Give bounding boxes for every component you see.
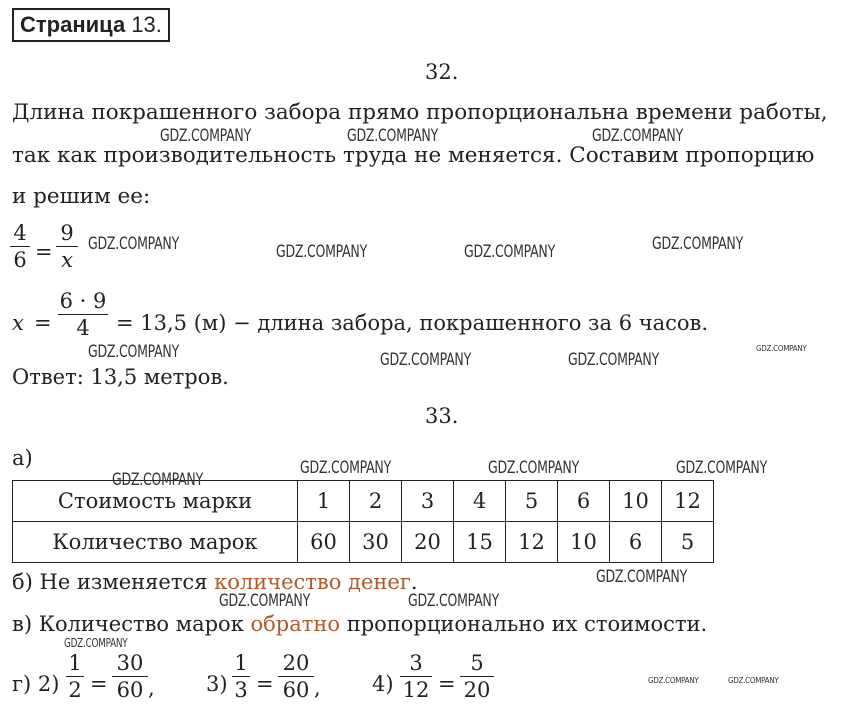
table-cell: 60 — [298, 522, 350, 563]
problem-32-line-2: так как производительность труда не меняется. Составим пропорцию — [12, 143, 815, 168]
watermark-text: GDZ.COMPANY — [408, 591, 499, 611]
denominator: 12 — [402, 678, 430, 702]
part-v-highlight: обратно — [250, 612, 341, 636]
part-b-end: . — [410, 570, 418, 594]
fraction — [400, 650, 432, 703]
numerator: 30 — [116, 651, 144, 675]
equals-sign: = — [256, 672, 274, 696]
fraction — [278, 650, 314, 703]
watermark-text: GDZ.COMPANY — [488, 458, 579, 478]
numerator: 1 — [68, 651, 82, 675]
table-cell: 6 — [610, 522, 662, 563]
part-b — [12, 570, 418, 594]
x-fraction — [58, 288, 108, 341]
equals-sign: = — [90, 672, 108, 696]
watermark-text: GDZ.COMPANY — [276, 242, 367, 262]
numerator: 4 — [13, 221, 27, 245]
watermark-text: GDZ.COMPANY — [464, 242, 555, 262]
watermark-text: GDZ.COMPANY — [756, 344, 807, 353]
denominator: 6 — [13, 248, 27, 272]
denominator: 20 — [463, 678, 491, 702]
denominator: 4 — [76, 316, 90, 340]
equals-sign: = — [438, 672, 456, 696]
table-cell: 5 — [662, 522, 714, 563]
fraction — [66, 650, 84, 703]
problem-32-line-3: и решим ее: — [12, 184, 151, 209]
table-cell: 5 — [506, 481, 558, 522]
denominator: 2 — [68, 678, 82, 702]
part-g-label: г) 2) — [12, 672, 60, 696]
table-cell: 20 — [402, 522, 454, 563]
watermark-text: GDZ.COMPANY — [596, 567, 687, 587]
table-cell: 12 — [506, 522, 558, 563]
comma: , — [314, 676, 321, 700]
watermark-text: GDZ.COMPANY — [728, 676, 779, 685]
item-4-label: 4) — [372, 672, 394, 696]
fraction — [112, 650, 148, 703]
fraction — [232, 650, 250, 703]
numerator: 5 — [470, 651, 484, 675]
denominator: 60 — [116, 678, 144, 702]
table-cell: 10 — [558, 522, 610, 563]
row-header-cost: Стоимость марки — [13, 481, 298, 522]
table-cell: 2 — [350, 481, 402, 522]
problem-33-number: 33. — [425, 404, 459, 428]
denominator: 60 — [282, 678, 310, 702]
watermark-text: GDZ.COMPANY — [592, 126, 683, 146]
watermark-text: GDZ.COMPANY — [219, 591, 310, 611]
equals-sign: = — [34, 311, 52, 335]
part-a-label: а) — [12, 446, 33, 470]
watermark-text: GDZ.COMPANY — [88, 234, 179, 254]
watermark-text: GDZ.COMPANY — [160, 126, 251, 146]
numerator: 1 — [234, 651, 248, 675]
page-header-number: 13. — [125, 12, 162, 37]
table-cell: 30 — [350, 522, 402, 563]
proportion-right-fraction — [56, 220, 78, 273]
x-result: = 13,5 (м) − длина забора, покрашенного за 6 часов. — [116, 311, 709, 335]
watermark-text: GDZ.COMPANY — [64, 636, 128, 650]
comma: , — [148, 676, 155, 700]
page-header — [12, 8, 170, 42]
watermark-text: GDZ.COMPANY — [676, 458, 767, 478]
watermark-text: GDZ.COMPANY — [88, 342, 179, 362]
watermark-text: GDZ.COMPANY — [347, 126, 438, 146]
watermark-text: GDZ.COMPANY — [648, 676, 699, 685]
watermark-text: GDZ.COMPANY — [568, 350, 659, 370]
equals-sign: = — [35, 240, 53, 264]
numerator: 6 · 9 — [59, 289, 107, 313]
denominator: x — [61, 248, 73, 272]
numerator: 9 — [60, 221, 74, 245]
table-cell: 6 — [558, 481, 610, 522]
watermark-text: GDZ.COMPANY — [652, 234, 743, 254]
table-cell: 3 — [402, 481, 454, 522]
table-row — [13, 522, 714, 563]
table-cell: 15 — [454, 522, 506, 563]
part-v — [12, 612, 707, 636]
numerator: 3 — [409, 651, 423, 675]
page-header-label: Страница — [20, 12, 126, 37]
problem-32-number: 32. — [425, 60, 459, 84]
watermark-text: GDZ.COMPANY — [380, 350, 471, 370]
numerator: 20 — [282, 651, 310, 675]
watermark-text: GDZ.COMPANY — [112, 470, 203, 490]
variable-x: x — [12, 311, 24, 335]
table-cell: 12 — [662, 481, 714, 522]
part-b-text: б) Не изменяется — [12, 570, 215, 594]
part-v-text: в) Количество марок — [12, 612, 251, 636]
answer-32: Ответ: 13,5 метров. — [12, 365, 229, 389]
watermark-text: GDZ.COMPANY — [300, 458, 391, 478]
problem-32-line-1: Длина покрашенного забора прямо пропорциональна времени работы, — [12, 100, 828, 125]
fraction — [460, 650, 494, 703]
denominator: 3 — [234, 678, 248, 702]
table-cell: 10 — [610, 481, 662, 522]
item-3-label: 3) — [206, 672, 228, 696]
proportion-left-fraction — [10, 220, 30, 273]
table-cell: 4 — [454, 481, 506, 522]
part-v-end: пропорционально их стоимости. — [340, 612, 708, 636]
row-header-count: Количество марок — [13, 522, 298, 563]
table-cell: 1 — [298, 481, 350, 522]
part-b-highlight: количество денег — [214, 570, 411, 594]
stamps-table — [12, 480, 714, 563]
